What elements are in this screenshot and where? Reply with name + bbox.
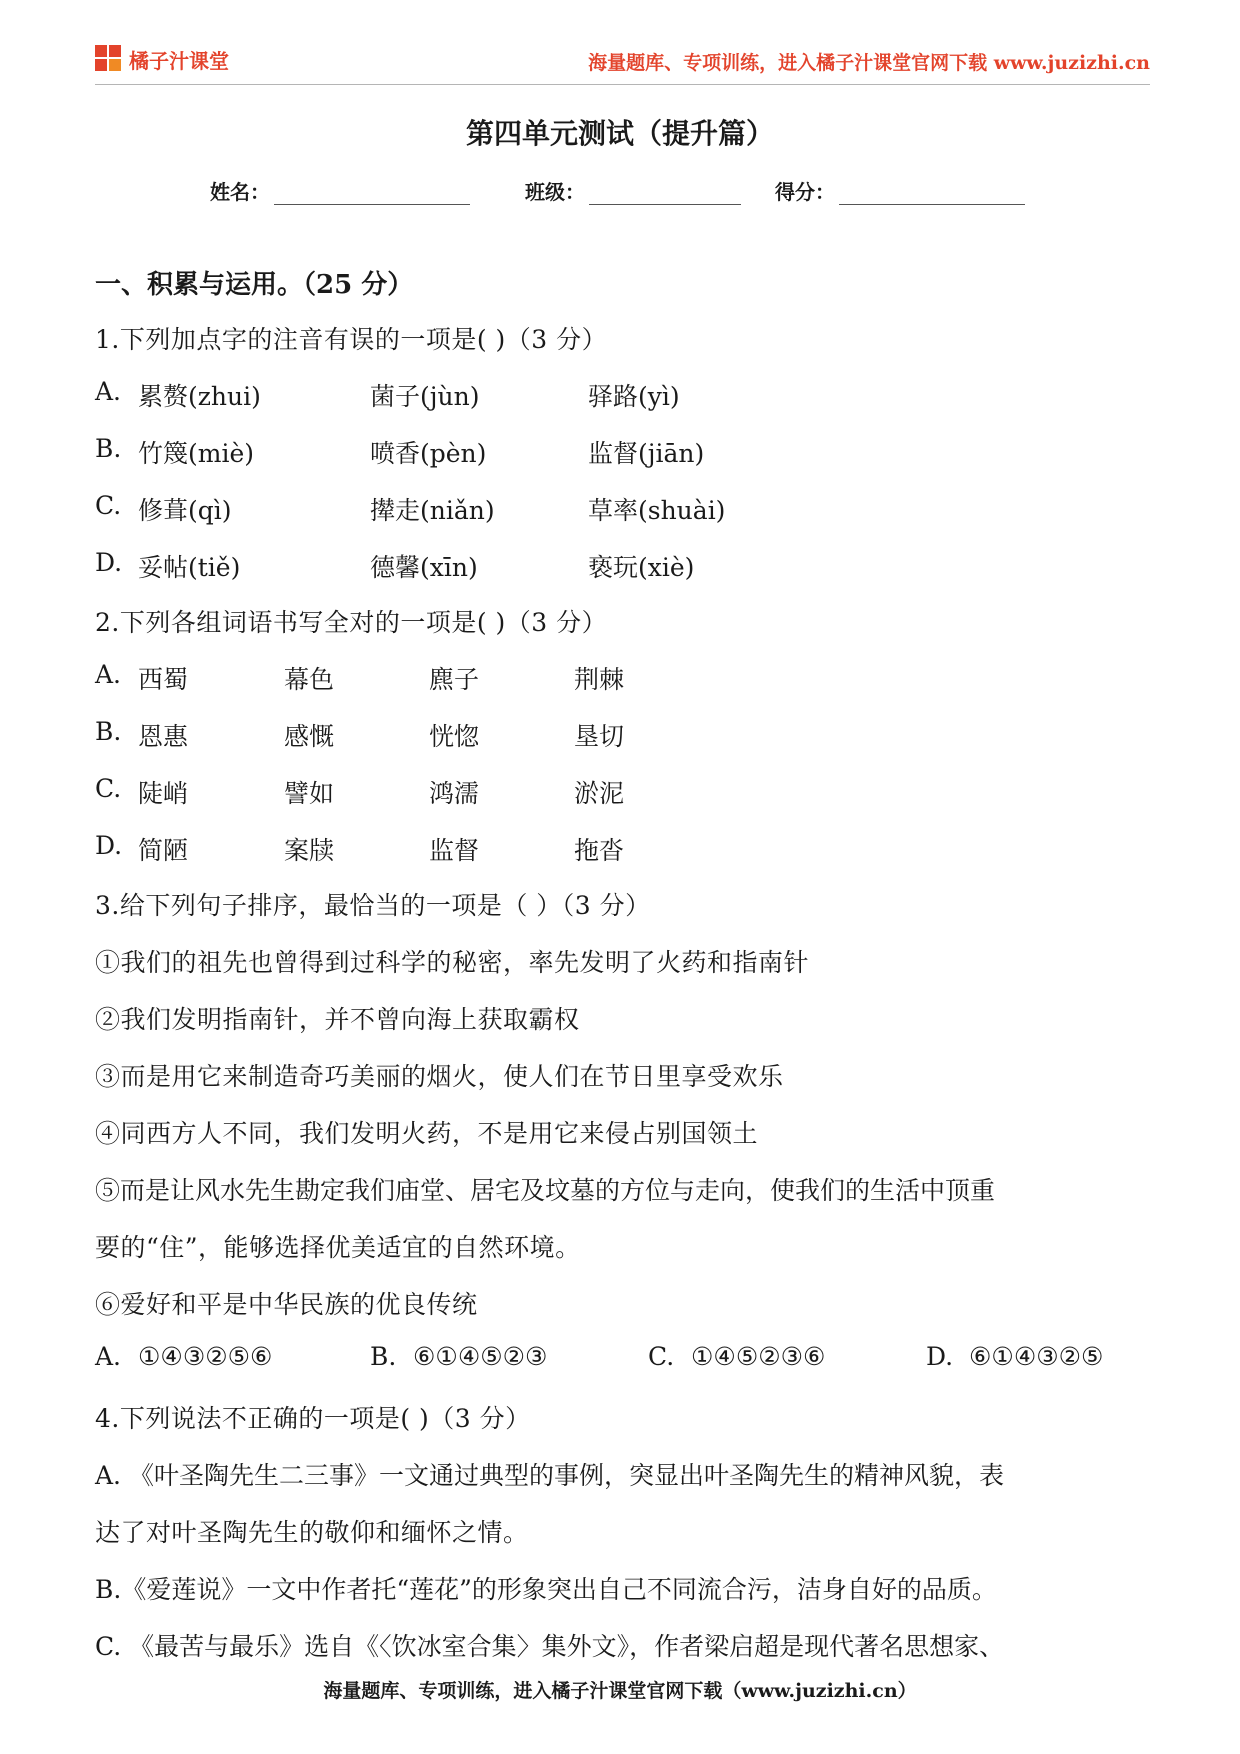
q2-option-item: 垦切 [574, 722, 625, 751]
q2-option-item: 淤泥 [574, 779, 625, 808]
q2-option-item: 监督 [429, 836, 480, 865]
question-4-stem: 4.下列说法不正确的一项是( )（3 分） [95, 1404, 531, 1433]
sentence-item: ①我们的祖先也曾得到过科学的秘密，率先发明了火药和指南针 [95, 948, 810, 977]
q3-option-text: ⑥①④③②⑤ [969, 1342, 1104, 1371]
name-field[interactable] [210, 176, 470, 205]
q1-option-item: 妥帖(tiě) [138, 553, 241, 582]
q1-option-label: A. [95, 377, 122, 406]
student-info-row [210, 176, 1110, 206]
q2-option-item: 西蜀 [138, 665, 189, 694]
q1-option-label: D. [95, 548, 123, 577]
q3-option-label: A. [95, 1342, 122, 1371]
page-header [95, 38, 1150, 85]
q4-option-line: B.《爱莲说》一文中作者托“莲花”的形象突出自己不同流合污，洁身自好的品质。 [95, 1575, 997, 1604]
q2-option-item: 简陋 [138, 836, 189, 865]
question-2-stem: 2.下列各组词语书写全对的一项是( )（3 分） [95, 608, 608, 637]
name-blank[interactable] [274, 182, 470, 205]
sentence-item: ⑥爱好和平是中华民族的优良传统 [95, 1290, 478, 1319]
q1-option-item: 驿路(yì) [588, 382, 680, 411]
q1-option-item: 草率(shuài) [588, 496, 726, 525]
class-field[interactable] [525, 176, 741, 205]
q2-option-item: 感慨 [284, 722, 335, 751]
q2-option-item: 恩惠 [138, 722, 189, 751]
page-title: 第四单元测试（提升篇） [465, 117, 774, 150]
q3-option-text: ⑥①④⑤②③ [413, 1342, 548, 1371]
q4-option-line: 达了对叶圣陶先生的敬仰和缅怀之情。 [95, 1518, 529, 1547]
name-label: 姓名： [210, 180, 270, 204]
q1-option-item: 监督(jiān) [588, 439, 705, 468]
q3-option-label: C. [648, 1342, 675, 1371]
page-footer: 海量题库、专项训练，进入橘子汁课堂官网下载（www.juzizhi.cn） [323, 1680, 917, 1702]
q1-option-item: 德馨(xīn) [370, 553, 478, 582]
sentence-item-continued: 要的“住”，能够选择优美适宜的自然环境。 [95, 1233, 581, 1262]
logo-icon [95, 45, 123, 73]
q4-option-line: A. 《叶圣陶先生二三事》一文通过典型的事例，突显出叶圣陶先生的精神风貌，表 [95, 1461, 1004, 1490]
brand-logo [95, 44, 229, 74]
q2-option-item: 拖沓 [574, 836, 625, 865]
q2-option-item: 譬如 [284, 779, 335, 808]
q1-option-item: 修葺(qì) [138, 496, 232, 525]
q2-option-item: 麃子 [429, 665, 480, 694]
sentence-item: ⑤而是让风水先生勘定我们庙堂、居宅及坟墓的方位与走向，使我们的生活中顶重 [95, 1176, 996, 1205]
q4-option-line: C. 《最苦与最乐》选自《〈饮冰室合集〉集外文》，作者梁启超是现代著名思想家、 [95, 1632, 1005, 1661]
sentence-item: ③而是用它来制造奇巧美丽的烟火，使人们在节日里享受欢乐 [95, 1062, 784, 1091]
logo-text: 橘子汁课堂 [129, 48, 229, 73]
q2-option-item: 鸿濡 [429, 779, 480, 808]
q2-option-label: A. [95, 660, 122, 689]
q1-option-item: 喷香(pèn) [370, 439, 487, 468]
score-label: 得分： [775, 180, 835, 204]
q2-option-item: 恍惚 [429, 722, 480, 751]
q2-option-item: 陡峭 [138, 779, 189, 808]
q3-option-label: D. [926, 1342, 954, 1371]
q1-option-item: 菌子(jùn) [370, 382, 480, 411]
q3-option-text: ①④⑤②③⑥ [691, 1342, 826, 1371]
sentence-item: ②我们发明指南针，并不曾向海上获取霸权 [95, 1005, 580, 1034]
q2-option-label: D. [95, 831, 123, 860]
q2-option-label: C. [95, 774, 122, 803]
class-blank[interactable] [589, 182, 741, 205]
header-slogan: 海量题库、专项训练，进入橘子汁课堂官网下载 www.juzizhi.cn [588, 52, 1150, 74]
q2-option-label: B. [95, 717, 122, 746]
q2-option-item: 荆棘 [574, 665, 625, 694]
question-3-stem: 3.给下列句子排序，最恰当的一项是（ ）（3 分） [95, 891, 651, 920]
score-field[interactable] [775, 176, 1025, 205]
section-heading: 一、积累与运用。（25 分） [95, 270, 414, 300]
q1-option-item: 累赘(zhui) [138, 382, 261, 411]
q1-option-item: 撵走(niǎn) [370, 496, 495, 525]
question-1-stem: 1.下列加点字的注音有误的一项是( )（3 分） [95, 325, 608, 354]
q3-option-text: ①④③②⑤⑥ [138, 1342, 273, 1371]
sentence-item: ④同西方人不同，我们发明火药，不是用它来侵占别国领土 [95, 1119, 759, 1148]
q1-option-item: 亵玩(xiè) [588, 553, 695, 582]
q1-option-label: B. [95, 434, 122, 463]
q1-option-item: 竹篾(miè) [138, 439, 255, 468]
q1-option-label: C. [95, 491, 122, 520]
q2-option-item: 案牍 [284, 836, 335, 865]
q3-option-label: B. [370, 1342, 397, 1371]
score-blank[interactable] [839, 182, 1025, 205]
class-label: 班级： [525, 180, 585, 204]
q2-option-item: 幕色 [284, 665, 335, 694]
